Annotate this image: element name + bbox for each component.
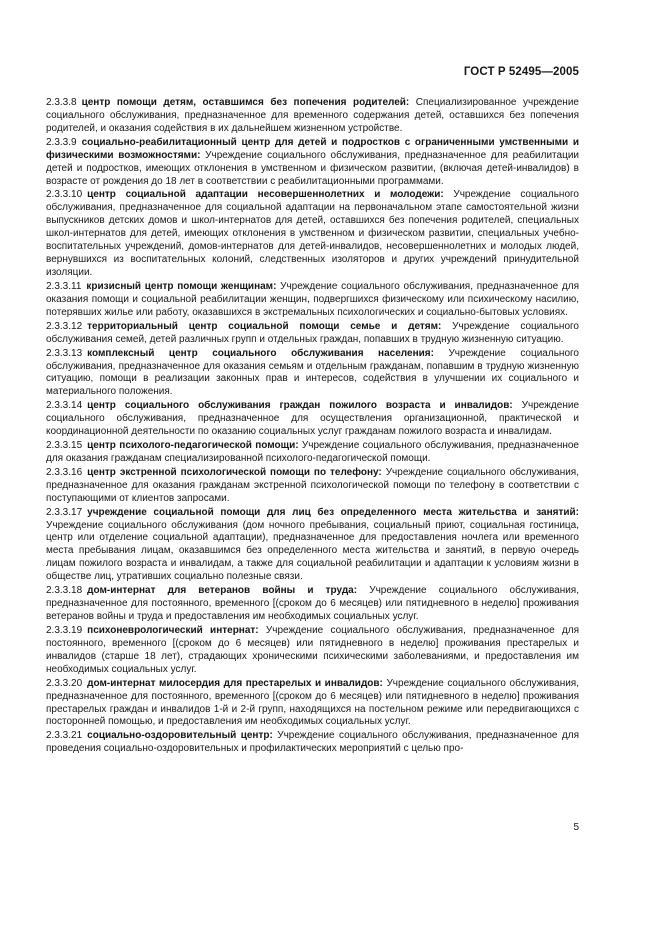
clause-number: 2.3.3.10 <box>46 189 83 201</box>
defined-term: центр социальной адаптации несовершеннолетних и молодежи: <box>87 189 444 201</box>
definition-entry <box>46 585 579 624</box>
defined-term: центр социального обслуживания граждан пожилого возраста и инвалидов: <box>87 400 513 412</box>
definition-text: Учреждение социального обслуживания, предназначенное для реабилитации детей и подростков, имеющих отклонения в умственном и физическом развитии, (включая детей-инвалидов) в возрасте от рождения до 18 лет в соответствии с реабилитационными программами. <box>46 149 579 187</box>
defined-term: центр психолого-педагогической помощи: <box>87 440 299 452</box>
defined-term: кризисный центр помощи женщинам: <box>86 281 277 293</box>
page-number: 5 <box>573 822 579 833</box>
definition-text: Учреждение социального обслуживания, предназначенное для проведения социально-оздоровительных и профилактических мероприятий с целью про- <box>46 730 579 755</box>
definition-text: Учреждение социального обслуживания семей, детей различных групп и отдельных граждан, попавших в трудную жизненную ситуацию. <box>46 320 579 345</box>
clause-number: 2.3.3.11 <box>46 281 82 293</box>
clause-number: 2.3.3.21 <box>46 730 83 742</box>
defined-term: учреждение социальной помощи для лиц без определенного места жительства и занятий: <box>87 506 579 518</box>
definition-text: Учреждение социального обслуживания, предназначенное для оказания семьям и отдельным гражданам, попавшим в трудную жизненную ситуацию, помощи в реализации законных прав и интересов, содействия в улучшении их социального и материального положения. <box>46 347 579 398</box>
clause-number: 2.3.3.15 <box>46 440 83 452</box>
definition-entry <box>46 321 579 347</box>
clause-number: 2.3.3.19 <box>46 624 83 636</box>
definition-text: Учреждение социального обслуживания (дом ночного пребывания, социальный приют, социальная гостиница, центр или отделение социальной адаптации), предназначенное для предоставления ночлега или временного места пребывания лицам, оказавшимся без определенного места жительства и занятий, в первую очередь лицам пожилого возраста и инвалидам, а также для социальной реабилитации и адаптации к условиям жизни в обществе лиц, утративших социально полезные связи. <box>46 519 579 583</box>
definitions-list <box>46 97 579 757</box>
defined-term: территориальный центр социальной помощи семье и детям: <box>87 320 442 332</box>
definition-text: Специализированное учреждение социального обслуживания, предназначенное для временного содержания детей, оставшихся без попечения родителей, и оказания содействия в их дальнейшем жизненном устройстве. <box>46 97 579 134</box>
definition-text: Учреждение социального обслуживания, предназначенное для оказания гражданам экстренной психологической помощи по телефону в соответствии с поступающими от клиентов запросами. <box>46 466 579 504</box>
clause-number: 2.3.3.20 <box>46 677 83 689</box>
clause-number: 2.3.3.16 <box>46 466 83 478</box>
definition-entry <box>46 281 579 320</box>
definition-text: Учреждение социального обслуживания, предназначенное для постоянного, временного [(сроком до 6 месяцев) или пятидневного в неделю] проживания престарелых и инвалидов (старше 18 лет), страдающих хроническими психическими заболеваниями, и предоставления им необходимых социальных услуг. <box>46 624 579 675</box>
defined-term: дом-интернат для ветеранов войны и труда: <box>87 585 358 597</box>
definition-entry <box>46 625 579 677</box>
defined-term: социально-оздоровительный центр: <box>87 730 273 742</box>
document-id-header: ГОСТ Р 52495—2005 <box>463 66 579 78</box>
clause-number: 2.3.3.12 <box>46 320 83 332</box>
clause-number: 2.3.3.13 <box>46 347 83 359</box>
definition-text: Учреждение социального обслуживания, предназначенное для осуществления организационной, практической и координационной деятельности по оказанию социальных услуг гражданам пожилого возраста и инвалидам. <box>46 400 580 438</box>
definition-entry <box>46 730 579 756</box>
definition-entry <box>46 467 579 506</box>
definition-entry <box>46 400 579 439</box>
definition-text: Учреждение социального обслуживания, предназначенное для постоянного, временного [(сроком до 6 месяцев) или пятидневного в неделю] проживания ветеранов войны и труда и предоставления им необходимых социальных услуг. <box>46 585 580 623</box>
clause-number: 2.3.3.18 <box>46 585 83 597</box>
definition-entry <box>46 137 579 189</box>
defined-term: дом-интернат милосердия для престарелых и инвалидов: <box>87 677 383 689</box>
definition-entry <box>46 440 579 466</box>
definition-entry <box>46 97 579 136</box>
defined-term: центр экстренной психологической помощи по телефону: <box>87 466 382 478</box>
defined-term: центр помощи детям, оставшимся без попечения родителей: <box>81 97 410 108</box>
definition-entry <box>46 348 579 400</box>
definition-entry <box>46 678 579 730</box>
definition-text: Учреждение социального обслуживания, предназначенное для постоянного, временного [(сроком до 6 месяцев) или пятидневного в неделю] проживания престарелых граждан и инвалидов 1-й и 2-й групп, находящихся на постельном режиме или передвигающихся с посторонней помощью, и предоставления им необходимых социальных услуг. <box>46 677 580 728</box>
definition-text: Учреждение социального обслуживания, предназначенное для социальной адаптации на первоначальном этапе самостоятельной жизни выпускников детских домов и школ-интернатов для детей, оставшихся без попечения родителей, специальных школ-интернатов для детей, имеющих отклонения в умственном и физическом развитии, специальных учебно-воспитательных учреждений, домов-интернатов для детей-инвалидов, несовершеннолетних и молодых людей, вернувшихся из воспитательных колоний, следственных изоляторов и других учреждений принудительной изоляции. <box>46 189 579 279</box>
clause-number: 2.3.3.17 <box>46 506 83 518</box>
clause-number: 2.3.3.8 <box>46 97 77 108</box>
definition-text: Учреждение социального обслуживания, предназначенное для оказания помощи и социальной реабилитации женщин, подвергшихся физическому или психическому насилию, потерявших жилье или работу, оказавшихся в экстремальных психологических и социально-бытовых условиях. <box>46 281 579 318</box>
clause-number: 2.3.3.14 <box>46 400 83 412</box>
definition-entry <box>46 189 579 280</box>
definition-entry <box>46 507 579 585</box>
definition-text: Учреждение социального обслуживания, предназначенное для оказания гражданам специализированной психолого-педагогической помощи. <box>46 440 579 464</box>
defined-term: психоневрологический интернат: <box>87 624 259 636</box>
defined-term: комплексный центр социального обслуживания населения: <box>87 347 434 359</box>
defined-term: социально-реабилитационный центр для детей и подростков с ограниченными умственными и физическими возможностями: <box>46 136 579 161</box>
clause-number: 2.3.3.9 <box>46 136 77 148</box>
